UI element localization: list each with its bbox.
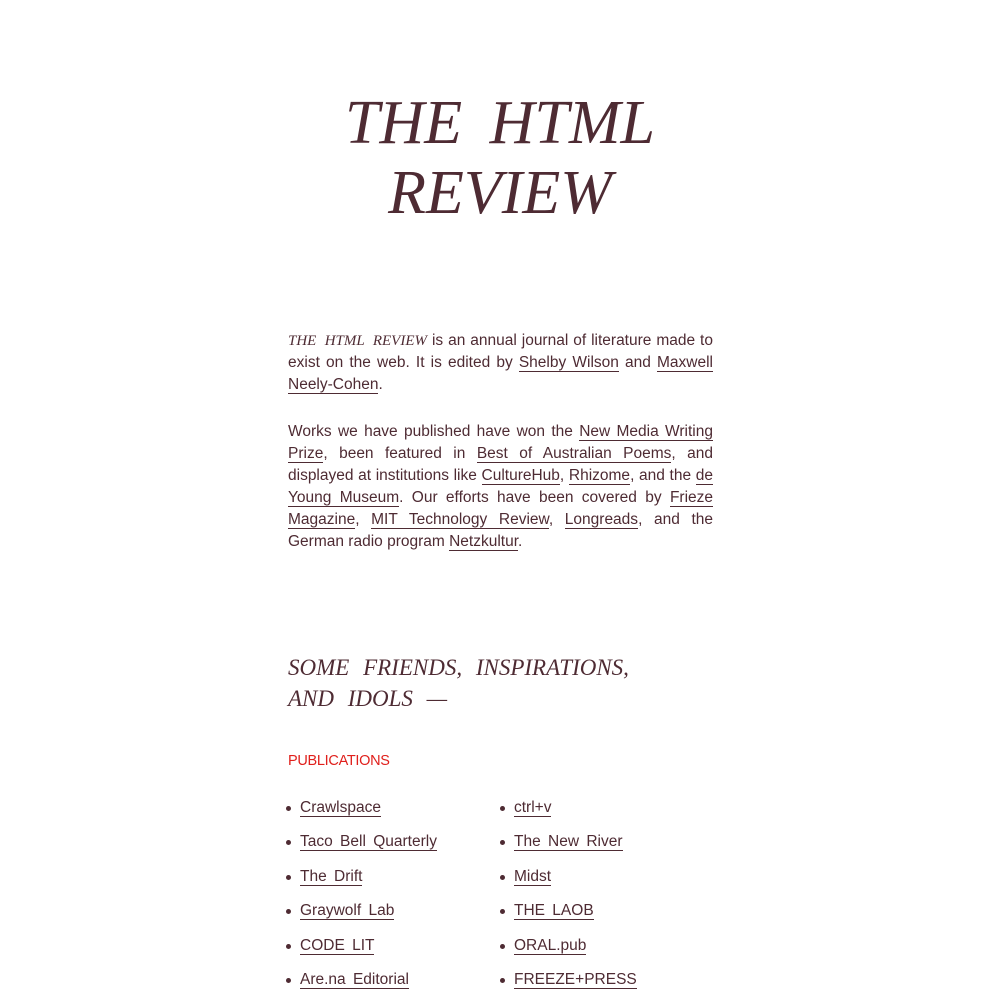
link-culturehub[interactable]: CultureHub — [481, 467, 560, 484]
site-title-line-1: THE HTML — [344, 89, 655, 157]
site-title — [0, 88, 1000, 228]
publication-link[interactable]: Midst — [514, 867, 552, 885]
list-item — [286, 831, 437, 865]
journal-name: THE HTML REVIEW — [288, 333, 427, 349]
list-item — [286, 797, 437, 831]
publication-link[interactable]: Crawlspace — [300, 799, 381, 816]
record-text: , been featured in — [323, 445, 477, 462]
publication-link[interactable]: ctrl+v — [514, 799, 552, 816]
list-item — [286, 969, 437, 1003]
friends-heading-line-1: SOME FRIENDS, INSPIRATIONS, — [288, 655, 629, 680]
list-item — [500, 797, 637, 831]
link-rhizome[interactable]: Rhizome — [568, 467, 631, 484]
bullet-icon — [286, 944, 291, 949]
bullet-icon — [286, 978, 291, 983]
friends-heading — [288, 652, 629, 714]
intro-paragraph — [288, 330, 713, 396]
about-section — [288, 330, 713, 553]
publication-link[interactable]: The New River — [514, 833, 623, 851]
record-text: , and the German radio program — [288, 511, 713, 550]
link-frieze-magazine[interactable]: Frieze Magazine — [288, 489, 714, 528]
bullet-icon — [500, 944, 505, 949]
friends-heading-line-2: AND IDOLS — — [288, 686, 448, 711]
record-text: , — [548, 511, 565, 528]
link-netzkultur[interactable]: Netzkultur — [449, 533, 519, 550]
recognition-paragraph — [288, 421, 713, 553]
publications-list-column-2 — [500, 797, 637, 1003]
record-text: Works we have published have won the — [288, 423, 580, 440]
publications-label: PUBLICATIONS — [288, 753, 390, 769]
list-item — [500, 831, 637, 865]
publication-link[interactable]: Taco Bell Quarterly — [300, 833, 437, 851]
link-mit-technology-review[interactable]: MIT Technology Review — [371, 511, 549, 528]
list-item — [500, 866, 637, 900]
record-text: , — [355, 511, 372, 528]
record-text: , — [559, 467, 569, 484]
site-title-line-2: REVIEW — [388, 159, 612, 227]
editor-link-shelby-wilson[interactable]: Shelby Wilson — [518, 354, 619, 371]
list-item — [500, 900, 637, 934]
link-best-of-australian-poems[interactable]: Best of Australian Poems — [476, 445, 672, 462]
list-item — [500, 969, 637, 1003]
record-text: . Our efforts have been covered by — [399, 489, 670, 506]
publication-link[interactable]: Are.na Editorial — [300, 970, 409, 988]
list-item — [286, 900, 437, 934]
list-item — [286, 935, 437, 969]
bullet-icon — [286, 909, 291, 914]
intro-text: and — [618, 354, 657, 371]
bullet-icon — [500, 840, 505, 845]
link-longreads[interactable]: Longreads — [564, 511, 639, 528]
bullet-icon — [500, 806, 505, 811]
bullet-icon — [286, 875, 291, 880]
publication-link[interactable]: THE LAOB — [514, 902, 594, 920]
record-text: , and displayed at institutions like — [288, 445, 713, 484]
link-new-media-writing-prize[interactable]: New Media Writing Prize — [288, 423, 713, 462]
intro-text: . — [378, 376, 383, 393]
publication-link[interactable]: The Drift — [300, 867, 363, 885]
link-de-young-museum[interactable]: de Young Museum — [288, 467, 713, 506]
bullet-icon — [500, 875, 505, 880]
list-item — [500, 935, 637, 969]
publication-link[interactable]: ORAL.pub — [514, 936, 587, 954]
bullet-icon — [286, 806, 291, 811]
publication-link[interactable]: FREEZE+PRESS — [514, 970, 637, 988]
publications-list-column-1 — [286, 797, 437, 1003]
bullet-icon — [500, 978, 505, 983]
record-text: . — [518, 533, 523, 550]
bullet-icon — [500, 909, 505, 914]
intro-text: is an annual journal of literature made to exist on the web. It is edited by — [288, 332, 713, 371]
publication-link[interactable]: Graywolf Lab — [300, 902, 395, 920]
publication-link[interactable]: CODE LIT — [300, 936, 375, 954]
editor-link-maxwell-neely-cohen[interactable]: Maxwell Neely-Cohen — [288, 354, 713, 393]
bullet-icon — [286, 840, 291, 845]
record-text: , and the — [630, 467, 696, 484]
list-item — [286, 866, 437, 900]
